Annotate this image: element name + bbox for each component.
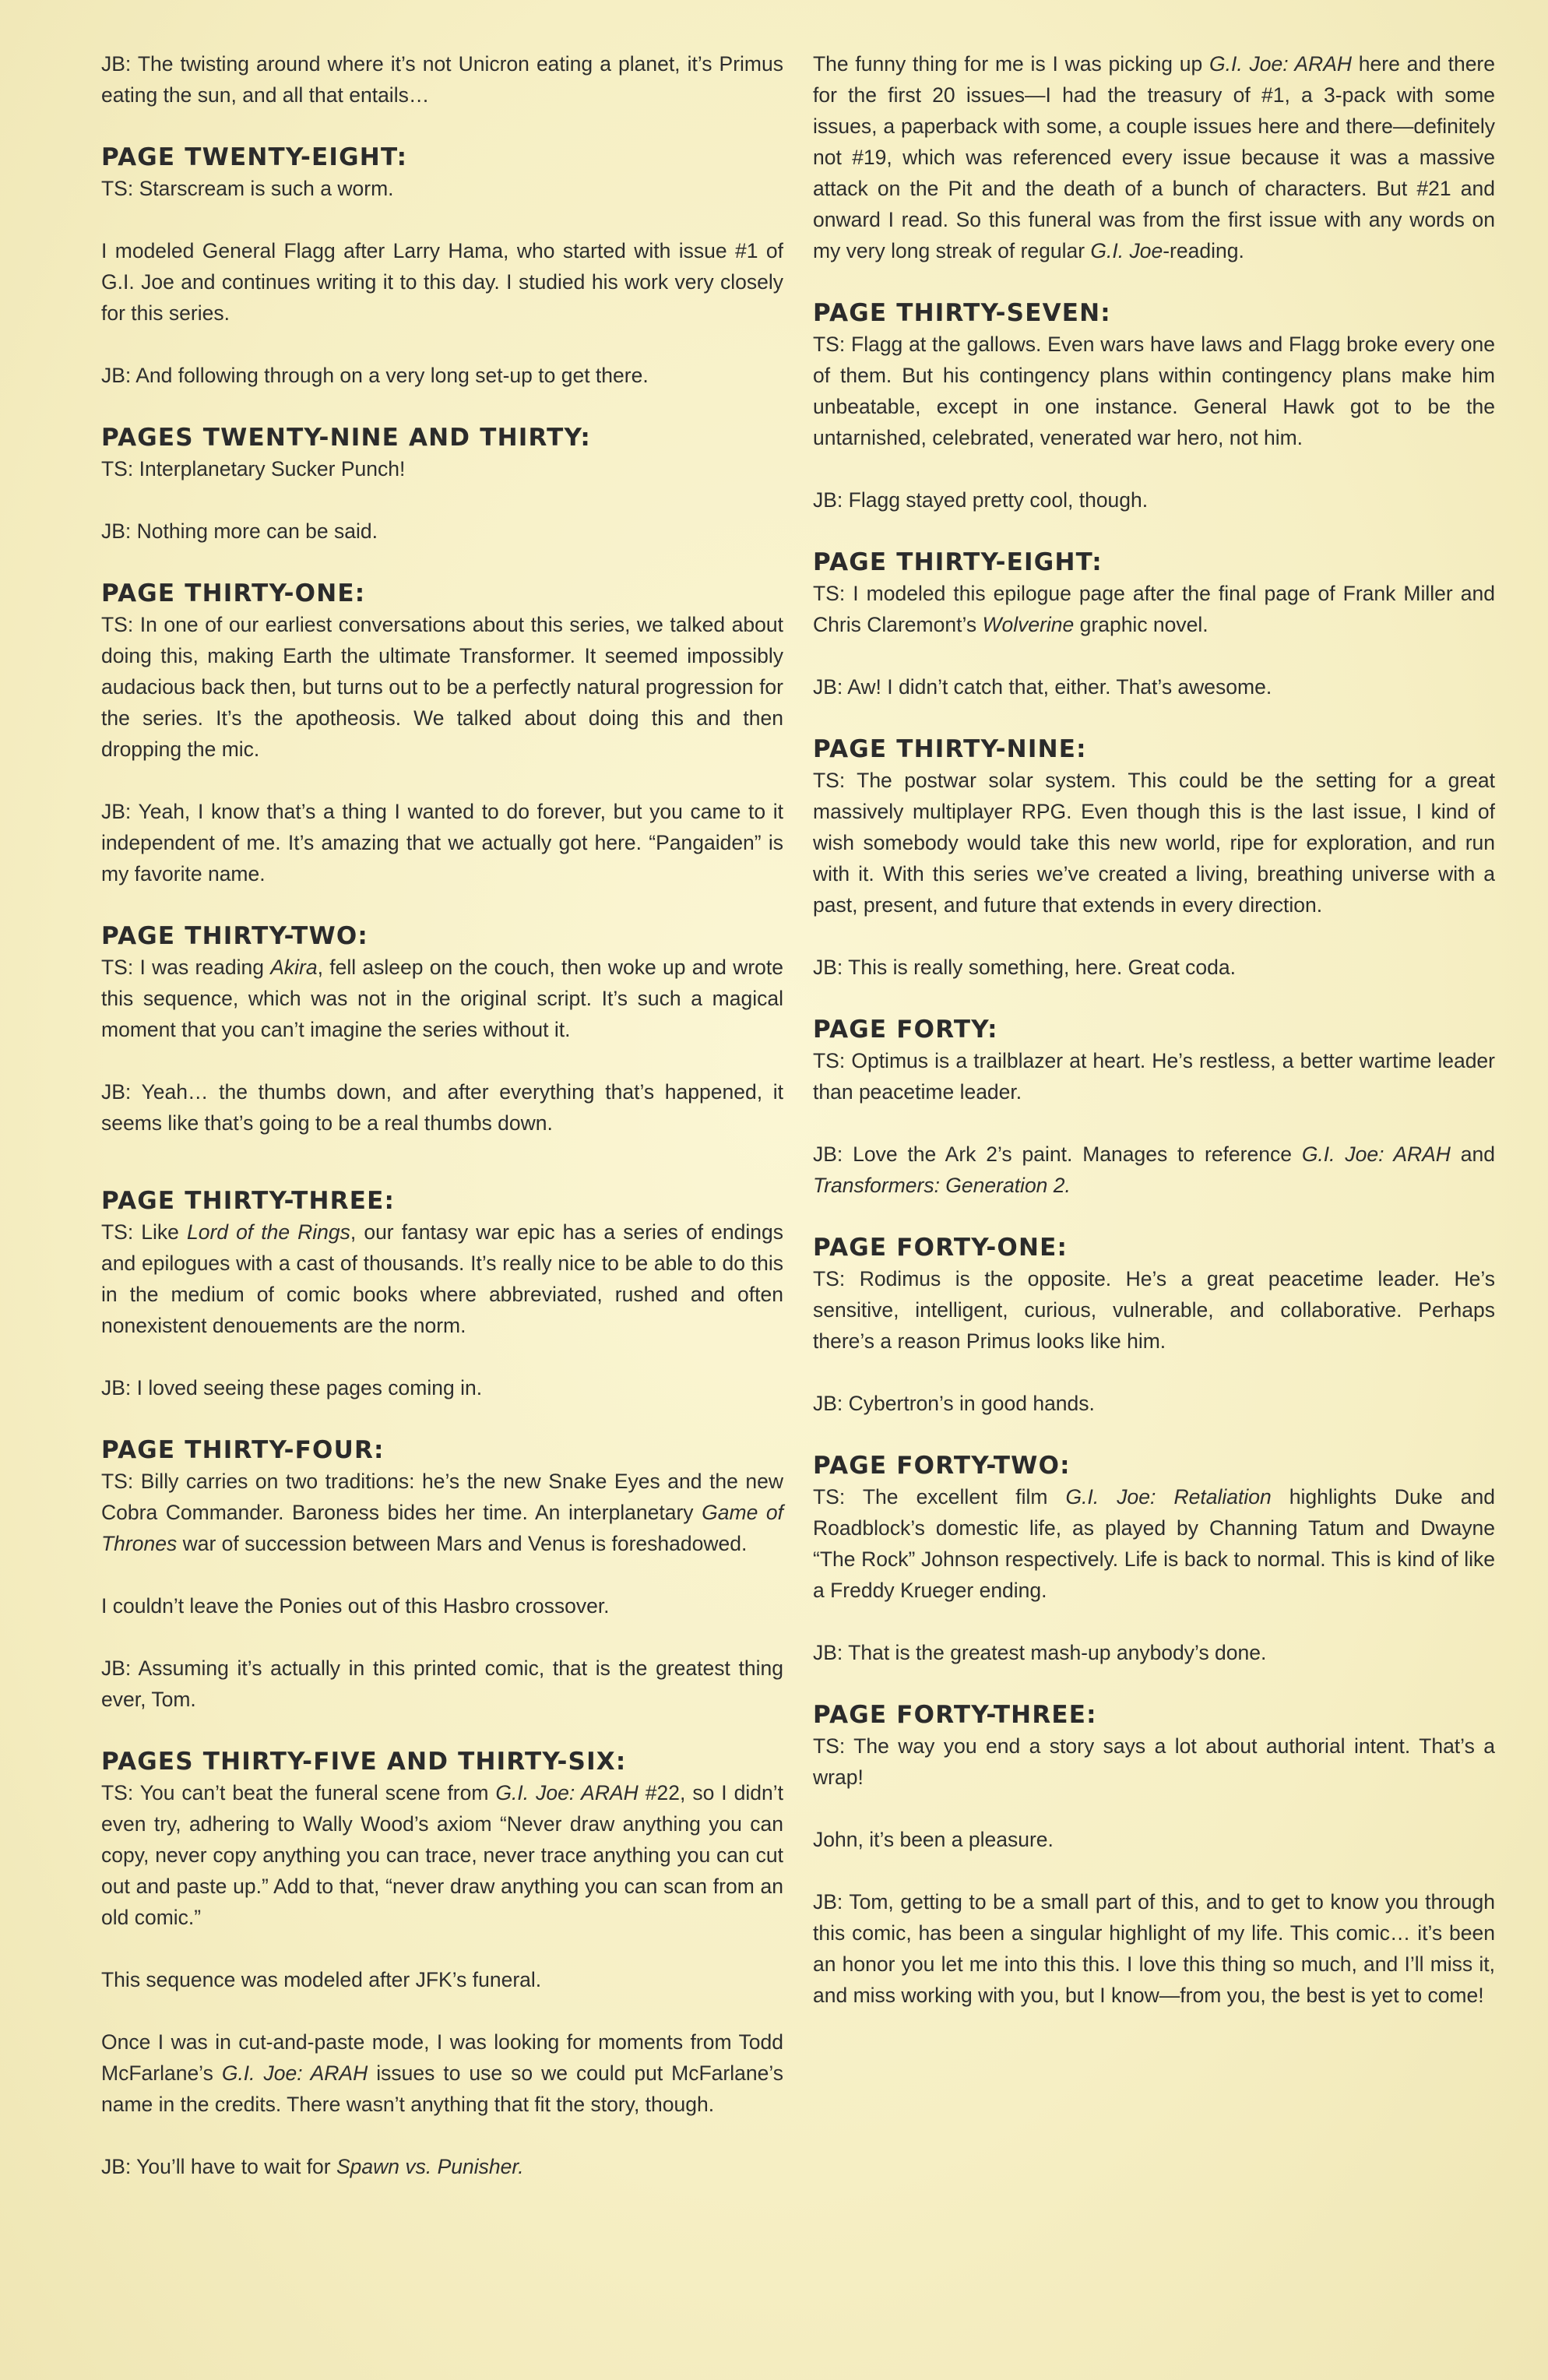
paragraph [101, 48, 783, 111]
paragraph [813, 578, 1495, 640]
section-heading: PAGE THIRTY-SEVEN: [813, 299, 1111, 327]
paragraph [813, 1730, 1495, 1793]
text-run: TS: The postwar solar system. This could be the setting for a great massively multiplayer RPG. Even though this is the last issue, I kind of wish somebody would take this new world, ripe for exploration, and run with it. With this series we’ve created a living, breathing universe with a past, present, and future that extends in every direction. [813, 769, 1495, 917]
text-run: JB: Nothing more can be said. [101, 519, 378, 543]
paragraph [101, 1466, 783, 1559]
text-run: JB: Yeah… the thumbs down, and after everything that’s happened, it seems like that’s going to be a real thumbs down. [101, 1080, 783, 1135]
spacer [101, 1045, 783, 1076]
italic-title: G.I. Joe [1090, 239, 1163, 262]
text-run: JB: And following through on a very long set-up to get there. [101, 364, 649, 387]
text-run: TS: You can’t beat the funeral scene from [101, 1781, 496, 1804]
italic-title: Akira [270, 956, 318, 979]
text-run: TS: The way you end a story says a lot about authorial intent. That’s a wrap! [813, 1734, 1495, 1789]
section-heading: PAGE THIRTY-TWO: [101, 922, 369, 950]
paragraph [813, 48, 1495, 266]
spacer [101, 547, 783, 578]
paragraph [813, 765, 1495, 921]
spacer [101, 329, 783, 360]
spacer [101, 1933, 783, 1964]
paragraph [101, 1076, 783, 1139]
spacer [101, 2120, 783, 2151]
text-run: The funny thing for me is I was picking up [813, 52, 1210, 76]
spacer [813, 1606, 1495, 1637]
italic-title: G.I. Joe: ARAH [221, 2061, 368, 2085]
text-run: JB: Love the Ark 2’s paint. Manages to reference [813, 1142, 1302, 1166]
spacer [101, 765, 783, 796]
text-run: war of succession between Mars and Venus is foreshadowed. [177, 1532, 748, 1555]
spacer [101, 1621, 783, 1653]
paragraph [101, 173, 783, 204]
paragraph [101, 1372, 783, 1403]
spacer [101, 1559, 783, 1590]
spacer [813, 1668, 1495, 1699]
spacer [813, 1107, 1495, 1139]
section-heading: PAGE THIRTY-EIGHT: [813, 548, 1103, 576]
paragraph [813, 952, 1495, 983]
paragraph [813, 484, 1495, 516]
spacer [813, 1419, 1495, 1450]
section-heading: PAGES THIRTY-FIVE AND THIRTY-SIX: [101, 1748, 627, 1776]
section-heading: PAGE THIRTY-FOUR: [101, 1436, 385, 1464]
spacer [813, 921, 1495, 952]
spacer [813, 1201, 1495, 1232]
text-run: JB: The twisting around where it’s not Unicron eating a planet, it’s Primus eating the sun, and all that entails… [101, 52, 783, 107]
italic-title: Lord of the Rings [186, 1220, 350, 1244]
spacer [101, 391, 783, 422]
text-run: here and there for the first 20 issues—I had the treasury of #1, a 3-pack with some issues, a paperback with some, a couple issues here and there—definitely not #19, which was referenced every issue because it was a massive attack on the Pit and the death of a bunch of characters. But #21 and onward I read. So this funeral was from the first issue with any words on my very long streak of regular [813, 52, 1495, 262]
text-run: TS: I was reading [101, 956, 271, 979]
text-run: JB: That is the greatest mash-up anybody’s done. [813, 1641, 1267, 1664]
section-heading: PAGE TWENTY-EIGHT: [101, 143, 408, 171]
text-run: I couldn’t leave the Ponies out of this Hasbro crossover. [101, 1594, 610, 1618]
paragraph [813, 671, 1495, 702]
section-heading: PAGE FORTY: [813, 1016, 998, 1044]
section-heading: PAGE THIRTY-THREE: [101, 1187, 396, 1215]
italic-title: G.I. Joe: ARAH [1301, 1142, 1451, 1166]
paragraph [101, 516, 783, 547]
text-run: JB: This is really something, here. Great coda. [813, 956, 1237, 979]
spacer [813, 983, 1495, 1014]
italic-title: Transformers: Generation 2. [813, 1174, 1071, 1197]
spacer [101, 1403, 783, 1435]
paragraph [101, 360, 783, 391]
text-run: JB: Tom, getting to be a small part of this, and to get to know you through this comic, has been a singular highlight of my life. This comic… it’s been an honor you let me into this this. I love this thing so much, and I’ll miss it, and miss working with you, but I know—from you, the best is yet to come! [813, 1890, 1495, 2007]
paragraph [101, 1964, 783, 1995]
text-run: JB: You’ll have to wait for [101, 2155, 336, 2178]
paragraph [813, 1886, 1495, 2011]
spacer [813, 1357, 1495, 1388]
text-run: , our fantasy war epic has a series of endings and epilogues with a cast of thousands. It’s really nice to be able to do this in the medium of comic books where abbreviated, rushed and often nonexistent denouements are the norm. [101, 1220, 783, 1337]
right-column [813, 48, 1495, 2011]
paragraph [101, 453, 783, 484]
text-run: #22, so I didn’t even try, adhering to Wally Wood’s axiom “Never draw anything you can copy, never copy anything you can trace, never trace anything you can cut out and paste up.” Add to that, “never draw anything you can scan from an old comic.” [101, 1781, 784, 1929]
paragraph [101, 609, 783, 765]
paragraph [101, 796, 783, 889]
text-run: TS: Billy carries on two traditions: he’s the new Snake Eyes and the new Cobra Commander. Baroness bides her time. An interplanetary [101, 1470, 783, 1524]
paragraph [813, 1388, 1495, 1419]
paragraph [813, 1481, 1495, 1606]
text-run: JB: Assuming it’s actually in this printed comic, that is the greatest thing ever, Tom. [101, 1656, 783, 1711]
section-heading: PAGE FORTY-TWO: [813, 1452, 1071, 1480]
text-run: highlights Duke and Roadblock’s domestic life, as played by Channing Tatum and Dwayne “The Rock” Johnson respectively. Life is back to normal. This is kind of like a Freddy Krueger ending. [813, 1485, 1495, 1602]
text-run: TS: In one of our earliest conversations about this series, we talked about doing this, making Earth the ultimate Transformer. It seemed impossibly audacious back then, but turns out to be a perfectly natural progression for the series. It’s the apotheosis. We talked about doing this and then dropping the mic. [101, 613, 783, 761]
left-column [101, 48, 783, 2182]
spacer [101, 889, 783, 921]
paragraph [101, 2151, 783, 2182]
paragraph [813, 329, 1495, 453]
section-heading: PAGE THIRTY-ONE: [101, 579, 366, 607]
spacer [813, 453, 1495, 484]
italic-title: G.I. Joe: ARAH [1209, 52, 1353, 76]
spacer [101, 204, 783, 235]
paragraph [101, 1777, 783, 1933]
italic-title: Spawn vs. Punisher. [336, 2155, 524, 2178]
text-run: JB: Aw! I didn’t catch that, either. That’s awesome. [813, 675, 1272, 699]
spacer [813, 1855, 1495, 1886]
section-heading: PAGE THIRTY-NINE: [813, 735, 1087, 763]
text-run: I modeled General Flagg after Larry Hama, who started with issue #1 of G.I. Joe and continues writing it to this day. I studied his work very closely for this series. [101, 239, 783, 325]
text-run: Once I was in cut-and-paste mode, I was looking for moments from Todd McFarlane’s [101, 2030, 783, 2085]
text-run: -reading. [1163, 239, 1244, 262]
text-run: TS: Rodimus is the opposite. He’s a great peacetime leader. He’s sensitive, intelligent, curious, vulnerable, and collaborative. Perhaps there’s a reason Primus looks like him. [813, 1267, 1495, 1353]
paragraph [813, 1824, 1495, 1855]
text-run: TS: Flagg at the gallows. Even wars have laws and Flagg broke every one of them. But his contingency plans within contingency plans make him unbeatable, except in one instance. General Hawk got to be the untarnished, celebrated, venerated war hero, not him. [813, 333, 1495, 449]
italic-title: G.I. Joe: ARAH [495, 1781, 639, 1804]
section-heading: PAGES TWENTY-NINE AND THIRTY: [101, 424, 592, 452]
text-run: TS: The excellent film [813, 1485, 1066, 1509]
paragraph [101, 2026, 783, 2120]
spacer [101, 1995, 783, 2026]
text-run: and [1450, 1142, 1496, 1166]
paragraph [101, 1653, 783, 1715]
italic-title: G.I. Joe: Retaliation [1065, 1485, 1272, 1509]
paragraph [101, 1590, 783, 1621]
section-heading: PAGE FORTY-THREE: [813, 1701, 1097, 1729]
spacer [813, 702, 1495, 734]
italic-title: Game of Thrones [101, 1501, 783, 1555]
paragraph [813, 1139, 1495, 1201]
text-run: JB: Yeah, I know that’s a thing I wanted to do forever, but you came to it independent of me. It’s amazing that we actually got here. “Pangaiden” is my favorite name. [101, 800, 783, 885]
text-run: TS: Interplanetary Sucker Punch! [101, 457, 406, 481]
paragraph [813, 1263, 1495, 1357]
spacer [813, 640, 1495, 671]
text-run: TS: Starscream is such a worm. [101, 177, 394, 200]
spacer [813, 266, 1495, 298]
paragraph [101, 952, 783, 1045]
paragraph [101, 1216, 783, 1341]
text-run: John, it’s been a pleasure. [813, 1828, 1054, 1851]
spacer [101, 484, 783, 516]
text-run: This sequence was modeled after JFK’s funeral. [101, 1968, 542, 1991]
spacer [813, 1793, 1495, 1824]
paragraph [101, 235, 783, 329]
text-run: TS: I modeled this epilogue page after the final page of Frank Miller and Chris Claremont’s [813, 582, 1495, 636]
italic-title: Wolverine [982, 613, 1075, 636]
text-run: JB: I loved seeing these pages coming in. [101, 1376, 483, 1399]
text-run: , fell asleep on the couch, then woke up and wrote this sequence, which was not in the original script. It’s such a magical moment that you can’t imagine the series without it. [101, 956, 783, 1041]
text-run: JB: Flagg stayed pretty cool, though. [813, 488, 1149, 512]
text-run: issues to use so we could put McFarlane’s name in the credits. There wasn’t anything that fit the story, though. [101, 2061, 784, 2116]
text-run: graphic novel. [1074, 613, 1208, 636]
paragraph [813, 1045, 1495, 1107]
spacer [813, 516, 1495, 547]
spacer [101, 1139, 783, 1185]
paragraph [813, 1637, 1495, 1668]
text-run: TS: Like [101, 1220, 187, 1244]
spacer [101, 1341, 783, 1372]
spacer [101, 1715, 783, 1746]
section-heading: PAGE FORTY-ONE: [813, 1234, 1068, 1262]
text-run: TS: Optimus is a trailblazer at heart. He’s restless, a better wartime leader than peacetime leader. [813, 1049, 1495, 1104]
text-run: JB: Cybertron’s in good hands. [813, 1392, 1095, 1415]
spacer [101, 111, 783, 142]
